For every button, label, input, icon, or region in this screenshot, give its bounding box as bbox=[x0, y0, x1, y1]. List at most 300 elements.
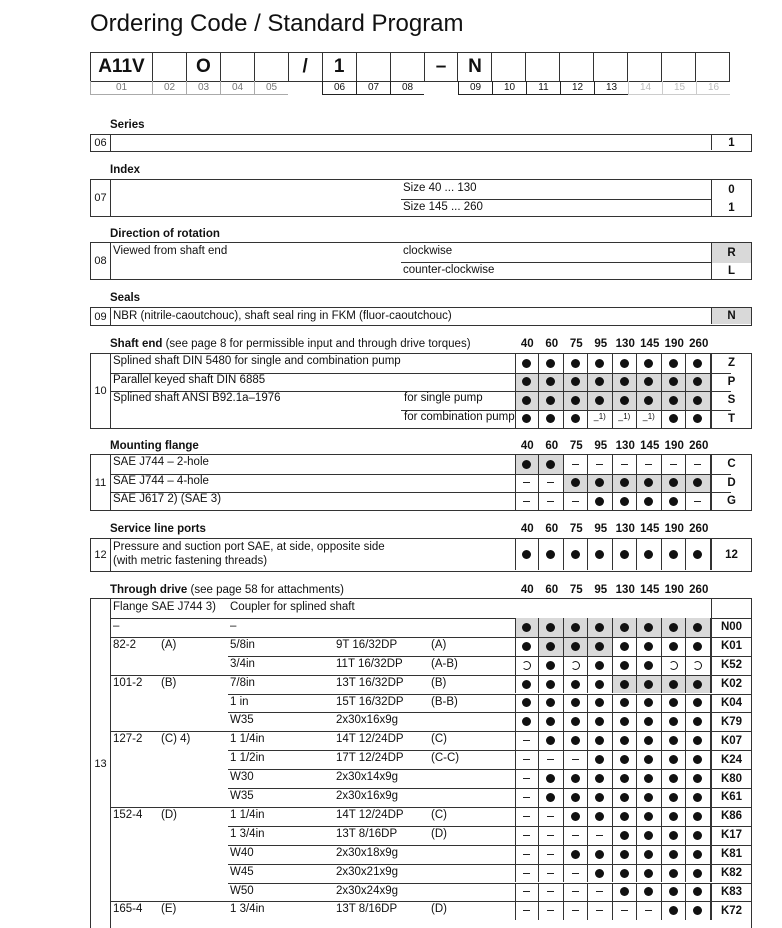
position-number: 12 bbox=[560, 81, 594, 95]
available-dot-icon bbox=[620, 831, 629, 840]
section-title-text: Direction of rotation bbox=[110, 228, 220, 240]
available-dot-icon bbox=[522, 680, 531, 689]
option-code[interactable]: 0 bbox=[711, 180, 751, 200]
option-code[interactable]: K80 bbox=[711, 769, 751, 788]
position-number: 10 bbox=[492, 81, 526, 95]
section-note: (see page 58 for attachments) bbox=[190, 584, 344, 596]
coupler-size: W40 bbox=[230, 846, 254, 859]
position-label: 12 bbox=[91, 539, 111, 571]
section-title-text: Service line ports bbox=[110, 523, 206, 535]
divider bbox=[111, 637, 751, 638]
available-dot-icon bbox=[644, 793, 653, 802]
available-dot-icon bbox=[693, 755, 702, 764]
available-dot-icon bbox=[669, 887, 678, 896]
available-dot-icon bbox=[546, 377, 555, 386]
available-dot-icon bbox=[571, 736, 580, 745]
available-dot-icon bbox=[644, 377, 653, 386]
availability-cell bbox=[515, 731, 540, 750]
availability-cell bbox=[515, 455, 540, 474]
availability-cell bbox=[539, 618, 564, 637]
available-dot-icon bbox=[571, 850, 580, 859]
not-available-dash-icon bbox=[523, 797, 530, 798]
available-dot-icon bbox=[595, 812, 604, 821]
available-dot-icon bbox=[693, 869, 702, 878]
size-label: 190 bbox=[664, 523, 684, 535]
availability-cell bbox=[539, 845, 564, 864]
available-dot-icon bbox=[693, 642, 702, 651]
flange-option: SAE J617 2) (SAE 3) bbox=[113, 493, 222, 505]
available-dot-icon bbox=[522, 377, 531, 386]
availability-cell bbox=[515, 410, 540, 429]
available-dot-icon bbox=[669, 642, 678, 651]
position-number: 09 bbox=[458, 81, 492, 95]
option-code[interactable]: 12 bbox=[711, 539, 751, 570]
availability-cell bbox=[539, 883, 564, 902]
availability-cell bbox=[515, 788, 540, 807]
position-number: 05 bbox=[254, 81, 288, 95]
availability-cell bbox=[564, 675, 589, 694]
not-available-dash-icon bbox=[621, 464, 628, 465]
availability-cell bbox=[686, 845, 711, 864]
availability-cell bbox=[515, 637, 540, 656]
availability-cell bbox=[686, 883, 711, 902]
availability-cell bbox=[588, 637, 613, 656]
availability-cell bbox=[588, 539, 613, 570]
available-dot-icon bbox=[644, 661, 653, 670]
code-cell: / bbox=[289, 53, 323, 81]
available-dot-icon bbox=[595, 850, 604, 859]
not-available-dash-icon bbox=[523, 740, 530, 741]
position-label: 08 bbox=[91, 243, 111, 279]
availability-cell bbox=[686, 656, 711, 675]
ordering-code-header bbox=[90, 52, 730, 82]
section-box bbox=[90, 307, 752, 326]
available-dot-icon bbox=[644, 887, 653, 896]
position-number: 06 bbox=[322, 81, 356, 95]
availability-cell bbox=[564, 391, 589, 410]
available-dot-icon bbox=[595, 736, 604, 745]
not-available-dash-icon bbox=[596, 835, 603, 836]
option-code[interactable]: T bbox=[711, 410, 751, 429]
availability-cell bbox=[637, 656, 662, 675]
available-dot-icon bbox=[693, 831, 702, 840]
size-label: 145 bbox=[640, 338, 660, 350]
not-available-dash-icon bbox=[547, 501, 554, 502]
availability-cell bbox=[613, 492, 638, 511]
available-dot-icon bbox=[669, 359, 678, 368]
spline-spec: 11T 16/32DP bbox=[336, 657, 403, 670]
available-dot-icon bbox=[546, 414, 555, 423]
option-code[interactable]: N bbox=[711, 308, 751, 324]
available-dot-icon bbox=[620, 642, 629, 651]
position-label: 07 bbox=[91, 180, 111, 216]
available-dot-icon bbox=[669, 377, 678, 386]
divider bbox=[228, 864, 751, 865]
available-dot-icon bbox=[595, 359, 604, 368]
option-code[interactable]: K52 bbox=[711, 656, 751, 675]
option-code[interactable]: K86 bbox=[711, 807, 751, 826]
availability-cell bbox=[637, 694, 662, 713]
rotation-option: counter-clockwise bbox=[403, 264, 495, 276]
availability-cell bbox=[662, 826, 687, 845]
section-box bbox=[90, 538, 752, 572]
availability-cell bbox=[515, 769, 540, 788]
section-title bbox=[110, 292, 140, 304]
availability-cell bbox=[588, 373, 613, 392]
availability-cell bbox=[515, 712, 540, 731]
option-code[interactable]: K17 bbox=[711, 826, 751, 845]
available-dot-icon bbox=[620, 550, 629, 559]
available-dot-icon bbox=[669, 478, 678, 487]
coupler-size: 3/4in bbox=[230, 657, 255, 670]
code-cell bbox=[391, 53, 425, 81]
code-cell: A11V bbox=[91, 53, 153, 81]
divider bbox=[228, 826, 751, 827]
available-dot-icon bbox=[595, 497, 604, 506]
availability-cell bbox=[564, 354, 589, 373]
available-dot-icon bbox=[522, 359, 531, 368]
footnote-ref: 1) bbox=[647, 412, 655, 422]
available-dot-icon bbox=[620, 497, 629, 506]
option-code[interactable]: K81 bbox=[711, 845, 751, 864]
not-available-dash-icon bbox=[572, 873, 579, 874]
available-dot-icon bbox=[644, 478, 653, 487]
flange-column-header: Flange SAE J744 3) bbox=[113, 601, 216, 613]
available-dot-icon bbox=[571, 478, 580, 487]
availability-cell bbox=[686, 637, 711, 656]
availability-cell bbox=[515, 492, 540, 511]
availability-cell bbox=[662, 492, 687, 511]
option-code[interactable]: S bbox=[711, 391, 751, 410]
available-dot-icon bbox=[644, 736, 653, 745]
position-number: 16 bbox=[696, 81, 730, 95]
availability-cell bbox=[515, 826, 540, 845]
size-label: 260 bbox=[689, 523, 709, 535]
position-number: 07 bbox=[356, 81, 390, 95]
availability-cell bbox=[564, 750, 589, 769]
not-available-dash-icon bbox=[645, 464, 652, 465]
availability-cell bbox=[588, 618, 613, 637]
availability-cell bbox=[515, 864, 540, 883]
availability-cell bbox=[539, 492, 564, 511]
available-dot-icon bbox=[669, 698, 678, 707]
sae-class: (A-B) bbox=[431, 657, 458, 670]
option-code[interactable]: K82 bbox=[711, 864, 751, 883]
code-cell bbox=[526, 53, 560, 81]
spline-spec: 13T 8/16DP bbox=[336, 903, 398, 916]
available-dot-icon bbox=[620, 755, 629, 764]
size-header bbox=[515, 584, 711, 596]
not-available-dash-icon bbox=[523, 816, 530, 817]
availability-cell bbox=[686, 712, 711, 731]
divider bbox=[111, 731, 751, 732]
availability-cell bbox=[588, 694, 613, 713]
availability-cell bbox=[515, 675, 540, 694]
available-dot-icon bbox=[669, 850, 678, 859]
availability-cell bbox=[662, 637, 687, 656]
shaft-option: Splined shaft ANSI B92.1a–1976 bbox=[113, 392, 281, 404]
size-label: 145 bbox=[640, 523, 660, 535]
availability-cell bbox=[564, 769, 589, 788]
availability-cell bbox=[539, 656, 564, 675]
available-dot-icon bbox=[620, 396, 629, 405]
available-dot-icon bbox=[693, 774, 702, 783]
footnote-dash: –$^{1)}$ bbox=[618, 412, 631, 426]
flange-class: (D) bbox=[161, 808, 177, 821]
available-dot-icon bbox=[669, 793, 678, 802]
sae-class: (B-B) bbox=[431, 695, 458, 708]
not-available-dash-icon bbox=[547, 816, 554, 817]
divider bbox=[228, 712, 751, 713]
available-dot-icon bbox=[620, 887, 629, 896]
option-code[interactable]: P bbox=[711, 373, 751, 392]
option-code[interactable]: 1 bbox=[711, 135, 751, 150]
coupler-size: 1 1/2in bbox=[230, 752, 265, 765]
code-cell bbox=[628, 53, 662, 81]
availability-cell bbox=[613, 864, 638, 883]
not-available-dash-icon bbox=[547, 759, 554, 760]
coupler-size: W50 bbox=[230, 884, 254, 897]
not-available-dash-icon bbox=[523, 482, 530, 483]
not-available-dash-icon bbox=[523, 835, 530, 836]
ports-description-line2: (with metric fastening threads) bbox=[113, 555, 268, 567]
availability-cell bbox=[662, 883, 687, 902]
spline-spec: 14T 12/24DP bbox=[336, 808, 404, 821]
option-code[interactable]: K02 bbox=[711, 675, 751, 694]
spline-spec: 2x30x24x9g bbox=[336, 884, 399, 897]
size-label: 130 bbox=[615, 338, 635, 350]
availability-cell bbox=[564, 883, 589, 902]
availability-cell bbox=[662, 539, 687, 570]
availability-cell bbox=[686, 492, 711, 511]
spline-spec: 15T 16/32DP bbox=[336, 695, 404, 708]
coupler-size: W35 bbox=[230, 790, 254, 802]
not-available-dash-icon bbox=[694, 501, 701, 502]
availability-cell bbox=[564, 492, 589, 511]
availability-cell bbox=[662, 474, 687, 493]
available-dot-icon bbox=[620, 850, 629, 859]
availability-cell bbox=[564, 788, 589, 807]
option-code[interactable]: K24 bbox=[711, 750, 751, 769]
option-code[interactable]: Z bbox=[711, 354, 751, 373]
available-dot-icon bbox=[595, 642, 604, 651]
available-dot-icon bbox=[571, 377, 580, 386]
option-code[interactable]: 1 bbox=[711, 200, 751, 216]
available-dot-icon bbox=[693, 478, 702, 487]
available-dot-icon bbox=[595, 793, 604, 802]
available-dot-icon bbox=[620, 377, 629, 386]
size-label: 190 bbox=[664, 440, 684, 452]
availability-cell bbox=[539, 539, 564, 570]
availability-cell bbox=[613, 410, 638, 429]
not-available-dash-icon bbox=[547, 835, 554, 836]
divider bbox=[111, 675, 751, 676]
availability-cell bbox=[588, 410, 613, 429]
availability-cell bbox=[564, 410, 589, 429]
sae-class: (C-C) bbox=[431, 752, 460, 765]
availability-cell bbox=[613, 656, 638, 675]
availability-cell bbox=[662, 731, 687, 750]
size-header bbox=[515, 338, 711, 350]
availability-cell bbox=[662, 373, 687, 392]
availability-cell bbox=[686, 618, 711, 637]
position-label: 11 bbox=[91, 455, 111, 510]
availability-cell bbox=[686, 373, 711, 392]
availability-cell bbox=[613, 883, 638, 902]
spline-spec: 2x30x16x9g bbox=[336, 790, 399, 802]
availability-cell bbox=[686, 410, 711, 429]
half-circle-icon bbox=[669, 661, 678, 670]
availability-cell bbox=[515, 656, 540, 675]
available-dot-icon bbox=[571, 359, 580, 368]
available-dot-icon bbox=[693, 698, 702, 707]
not-available-dash-icon bbox=[572, 835, 579, 836]
option-code[interactable]: N00 bbox=[711, 618, 751, 637]
code-cell bbox=[492, 53, 526, 81]
availability-cell bbox=[637, 675, 662, 694]
availability-cell bbox=[637, 637, 662, 656]
flange-size: – bbox=[113, 619, 120, 632]
option-code[interactable]: K72 bbox=[711, 901, 751, 920]
divider bbox=[228, 788, 751, 789]
available-dot-icon bbox=[571, 623, 580, 632]
availability-cell bbox=[686, 769, 711, 788]
section-title bbox=[110, 338, 471, 350]
available-dot-icon bbox=[546, 661, 555, 670]
availability-cell bbox=[588, 807, 613, 826]
section-box bbox=[90, 454, 752, 511]
available-dot-icon bbox=[522, 550, 531, 559]
position-label: 09 bbox=[91, 308, 111, 325]
option-code[interactable]: R bbox=[711, 243, 751, 263]
code-cell: – bbox=[425, 53, 459, 81]
flange-option: SAE J744 – 2-hole bbox=[113, 456, 209, 468]
option-code[interactable]: K61 bbox=[711, 788, 751, 807]
index-option: Size 145 ... 260 bbox=[403, 201, 483, 213]
option-code[interactable]: D bbox=[711, 474, 751, 493]
position-number: 15 bbox=[662, 81, 696, 95]
available-dot-icon bbox=[595, 698, 604, 707]
size-label: 95 bbox=[594, 338, 608, 350]
availability-cell bbox=[637, 826, 662, 845]
availability-cell bbox=[613, 807, 638, 826]
availability-cell bbox=[564, 864, 589, 883]
available-dot-icon bbox=[693, 887, 702, 896]
available-dot-icon bbox=[644, 396, 653, 405]
available-dot-icon bbox=[571, 717, 580, 726]
footnote-ref: 1) bbox=[598, 412, 606, 422]
position-number: 02 bbox=[152, 81, 186, 95]
option-code[interactable]: K04 bbox=[711, 694, 751, 713]
availability-cell bbox=[686, 864, 711, 883]
option-code[interactable]: K79 bbox=[711, 712, 751, 731]
flange-size: 101-2 bbox=[113, 676, 143, 689]
available-dot-icon bbox=[669, 812, 678, 821]
option-code[interactable]: K83 bbox=[711, 883, 751, 902]
code-cell bbox=[560, 53, 594, 81]
spline-spec: 2x30x14x9g bbox=[336, 771, 399, 784]
page-title: Ordering Code / Standard Program bbox=[90, 10, 464, 37]
size-label: 40 bbox=[520, 584, 534, 596]
available-dot-icon bbox=[693, 396, 702, 405]
sae-class: (A) bbox=[431, 638, 447, 651]
availability-cell bbox=[637, 410, 662, 429]
half-circle-icon bbox=[571, 661, 580, 670]
coupler-size: W30 bbox=[230, 771, 254, 784]
availability-cell bbox=[539, 807, 564, 826]
footnote-dash: –$^{1)}$ bbox=[593, 412, 606, 426]
available-dot-icon bbox=[644, 642, 653, 651]
availability-cell bbox=[588, 455, 613, 474]
availability-cell bbox=[613, 373, 638, 392]
not-available-dash-icon bbox=[596, 891, 603, 892]
availability-cell bbox=[564, 845, 589, 864]
available-dot-icon bbox=[669, 680, 678, 689]
available-dot-icon bbox=[522, 698, 531, 707]
option-code[interactable]: C bbox=[711, 455, 751, 474]
availability-cell bbox=[539, 354, 564, 373]
availability-cell bbox=[637, 769, 662, 788]
available-dot-icon bbox=[669, 869, 678, 878]
flange-size: 165-4 bbox=[113, 903, 143, 916]
availability-cell bbox=[686, 354, 711, 373]
availability-cell bbox=[588, 354, 613, 373]
spline-spec: 9T 16/32DP bbox=[336, 638, 398, 651]
availability-cell bbox=[564, 826, 589, 845]
availability-cell bbox=[662, 694, 687, 713]
option-code[interactable]: G bbox=[711, 492, 751, 511]
not-available-dash-icon bbox=[670, 464, 677, 465]
size-label: 40 bbox=[520, 440, 534, 452]
availability-cell bbox=[613, 694, 638, 713]
divider bbox=[111, 901, 751, 902]
availability-cell bbox=[637, 492, 662, 511]
availability-cell bbox=[613, 618, 638, 637]
option-code[interactable]: L bbox=[711, 263, 751, 279]
availability-cell bbox=[564, 656, 589, 675]
available-dot-icon bbox=[595, 755, 604, 764]
section-box bbox=[90, 242, 752, 280]
position-number: 03 bbox=[186, 81, 220, 95]
availability-cell bbox=[613, 391, 638, 410]
shaft-sub-option: for single pump bbox=[404, 392, 483, 404]
availability-cell bbox=[539, 391, 564, 410]
flange-option: SAE J744 – 4-hole bbox=[113, 474, 209, 487]
option-code[interactable]: K07 bbox=[711, 731, 751, 750]
availability-cell bbox=[662, 455, 687, 474]
availability-cell bbox=[588, 864, 613, 883]
availability-cell bbox=[515, 694, 540, 713]
available-dot-icon bbox=[644, 831, 653, 840]
position-number: 01 bbox=[90, 81, 152, 95]
spline-spec: 13T 8/16DP bbox=[336, 827, 398, 840]
availability-cell bbox=[686, 474, 711, 493]
section-box bbox=[90, 598, 752, 928]
availability-cell bbox=[539, 769, 564, 788]
availability-cell bbox=[539, 637, 564, 656]
availability-cell bbox=[588, 788, 613, 807]
available-dot-icon bbox=[546, 736, 555, 745]
ordering-code-positions bbox=[90, 81, 730, 95]
sae-class: (C) bbox=[431, 808, 447, 821]
divider bbox=[228, 845, 751, 846]
available-dot-icon bbox=[522, 414, 531, 423]
availability-cell bbox=[686, 826, 711, 845]
available-dot-icon bbox=[522, 460, 531, 469]
availability-cell bbox=[613, 769, 638, 788]
divider bbox=[111, 492, 731, 493]
option-code[interactable]: K01 bbox=[711, 637, 751, 656]
